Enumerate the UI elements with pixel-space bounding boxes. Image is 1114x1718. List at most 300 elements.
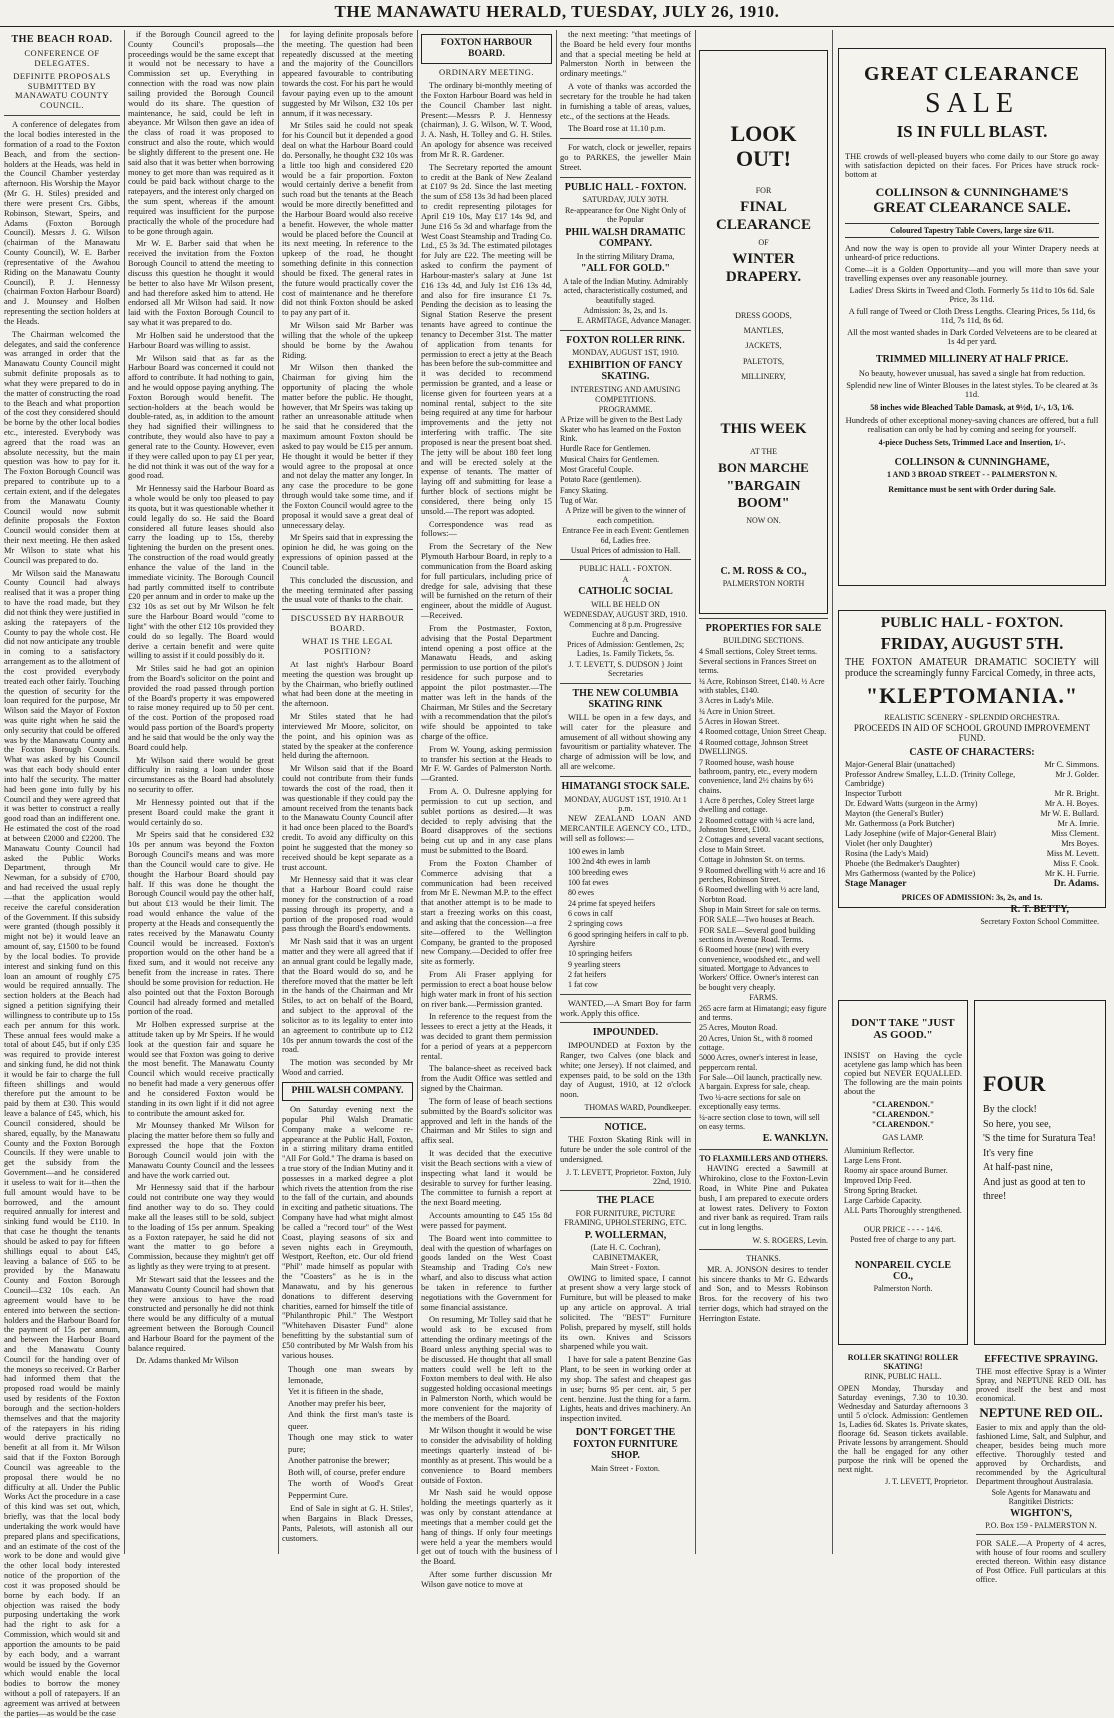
lamp-features xyxy=(844,1146,962,1215)
list-item: MANTLES, xyxy=(743,325,784,335)
column-beach-road-harbour xyxy=(282,30,413,1554)
ad-line: Sole Agents for Manawatu and Rangitikei Districts: xyxy=(991,1488,1091,1506)
list-item: FOR SALE—Several good building sections in Avenue Road. Terms. xyxy=(699,925,816,945)
paragraph: Come—it is a Golden Opportunity—and you will more than save your travelling expenses over any reasonable journey. xyxy=(845,265,1099,283)
paragraph: At last night's Harbour Board meeting the question was brought up by the Chairman, who briefly outlined what had been done at the meeting in the afternoon. xyxy=(282,659,413,709)
verse xyxy=(983,1103,1097,1205)
cast-row xyxy=(845,799,1099,808)
ad-line: 58 inches wide Bleached Table Damask, at 9½d, 1/-, 1/3, 1/6. xyxy=(870,403,1074,412)
classified-wanted: WANTED,—A Smart Boy for farm work. Apply this office. xyxy=(560,998,691,1018)
list-item: 9 Roomed dwelling with ½ acre and 16 perches, Robinson Street. xyxy=(699,865,826,884)
divider xyxy=(560,1190,691,1191)
verse-line: And think the first man's taste is queer. xyxy=(288,1409,413,1431)
ad-line: Posted free of charge to any part. xyxy=(850,1235,956,1244)
ad-title: FOXTON ROLLER RINK. xyxy=(566,334,685,346)
verse xyxy=(282,1364,413,1502)
paragraph: Mr Hennessy said that it was clear that a Harbour Board could raise money for the construction of a road passing through its property, and a portion of the proposed road would pass through the Board's endowments. xyxy=(282,875,413,934)
ad-line: RINK, PUBLIC HALL. xyxy=(864,1372,942,1381)
paragraph: MR. A. JONSON desires to tender his sincere thanks to Mr G. Edwards and Son, and to Messrs Robinson Bros. for the recovery of his two terrier dogs, which had strayed on the Herrington Estate. xyxy=(699,1264,828,1323)
ad-signature: E. WANKLYN. xyxy=(762,1133,828,1145)
divider xyxy=(699,1149,828,1150)
programme-list xyxy=(560,415,691,505)
paragraph: Splendid new line of Winter Blouses in the latest styles. To be cleared at 3s 11d. xyxy=(846,381,1098,399)
paragraph: Accounts amounting to £45 15s 8d were passed for payment. xyxy=(421,1211,552,1230)
list-item: 4 Roomed cottage, Johnson Street DWELLINGS. xyxy=(699,737,809,757)
ad-line: Usual Prices of admission to Hall. xyxy=(570,545,681,555)
paragraph: Mr Hennessy pointed out that if the present Board could make the grant it would certainly do so. xyxy=(128,797,274,827)
cast-row xyxy=(845,809,1099,818)
paragraph: It was decided that the executive visit the Beach sections with a view of inspecting what land it would be desirable to survey for further leasing. The committee to furnish a report at the next Board meeting. xyxy=(421,1149,552,1208)
ad-firm: P. WOLLERMAN, xyxy=(584,1229,667,1241)
ad-title: THANKS. xyxy=(746,1254,781,1264)
paragraph: Mr Speirs said that he considered £32 10s per annum was beyond the Foxton Borough Council's means and was more than the Council would care to give. He thought the Harbour Board should pay half. If this was done he thought the Borough Council would pay the other half, but about £13 would be their limit. The road would enhance the value of the property at the Heads and consequently the rates received by the Manawatu County Council would be increased. Foxton's proportion would on the other hand be a fixed sum, and it would not receive any benefit from the increase in rates. There should be some provision for reduction. He also pointed out that the Foxton Borough Council had already formed and metalled portion of the road. xyxy=(128,830,274,1017)
list-item: A Prize will be given to the Best Lady Skater who has learned on the Foxton Rink. xyxy=(560,415,683,443)
ad-signature: J. T. LEVETT, Proprietor. Foxton, July 22nd, 1910. xyxy=(566,1167,691,1187)
paragraph: Mr Holben said he understood that the Harbour Board was willing to assist. xyxy=(128,330,274,350)
divider xyxy=(560,683,691,684)
verse-line: It's very fine xyxy=(983,1147,1034,1159)
ad-catholic-social xyxy=(560,564,691,678)
ad-headline: NEPTUNE RED OIL. xyxy=(979,1405,1103,1420)
ad-headline: IS IN FULL BLAST. xyxy=(896,122,1048,141)
ad-line: GAS LAMP. xyxy=(882,1133,924,1142)
verse-line: Both will, of course, prefer endure xyxy=(288,1466,406,1477)
ad-firm: COLLINSON & CUNNINGHAME, xyxy=(894,457,1050,468)
masthead: THE MANAWATU HERALD, TUESDAY, JULY 26, 1910. xyxy=(0,0,1114,27)
ad-line: Commencing at 8 p.m. Progressive Euchre and Dancing. xyxy=(569,620,682,639)
verse-line: Though one man swears by lemonade, xyxy=(288,1363,413,1386)
list-item: 20 Acres, Union St., with 8 roomed cottage. xyxy=(699,1033,813,1052)
list-item: Cottage in Johnston St. on terms. xyxy=(699,855,805,865)
list-item: 7 Roomed house, wash house bathroom, pantry, etc., every modern convenience, land 2½ chains by 6½ chains. xyxy=(699,757,818,795)
ad-title: HIMATANGI STOCK SALE. xyxy=(561,780,690,792)
list-item: 4 Roomed cottage, Union Street Cheap. xyxy=(699,727,827,737)
list-item: Several sections in Frances Street on terms. xyxy=(699,656,817,676)
ad-line: A Prize will be given to the winner of each competition. xyxy=(565,506,686,525)
cast-role: Mr. Gathermoss (a Pork Butcher) xyxy=(845,819,955,828)
ad-firm: C. M. ROSS & CO., xyxy=(720,565,807,577)
list-item: 1 fat cow xyxy=(568,980,598,990)
ad-thanks xyxy=(699,1254,828,1323)
cast-actor: Mrs Boyes. xyxy=(1061,839,1099,848)
list-item: 4 Small sections, Coley Street terms. xyxy=(699,646,817,656)
ad-line: Secretary Foxton School Committee. xyxy=(980,917,1099,926)
paragraph: Mr Stewart said that the lessees and the Manawatu County Council had shown that they were anxious to have the road constructed and personally he did not think there would be any difficulty of a mutual agreement between the Borough Council and Harbour Board for the payment of the balance required. xyxy=(128,1274,274,1353)
list-item: 6 Roomed dwelling with ½ acre land, Norbton Road. xyxy=(699,885,820,904)
ad-firm: COLLINSON & CUNNINGHAME'S xyxy=(875,185,1069,199)
ad-title: PUBLIC HALL - FOXTON. xyxy=(564,181,687,193)
list-item: 1 Acre 8 perches, Coley Street large dwelling and cottage. xyxy=(699,796,815,815)
cast-role: Inspector Turbott xyxy=(845,789,902,798)
article-heading: FOXTON HARBOUR BOARD. xyxy=(421,34,552,64)
ad-line: Coloured Tapestry Table Covers, large size 6/11. xyxy=(845,223,1099,238)
paragraph: Mr Mounsey thanked Mr Wilson for placing the matter before them so fully and expressed the hope that the Foxton Borough Council would join with the Manawatu County Council and the lessees and have the work carried out. xyxy=(128,1121,274,1180)
cast-actor: Mr A. Imrie. xyxy=(1057,819,1099,828)
divider xyxy=(560,776,691,777)
ad-firm: WIGHTON'S, xyxy=(1010,1508,1072,1519)
paragraph: On resuming, Mr Tolley said that he would ask to be excused from attending the ordinary meetings of the Board unless anything special was to be discussed. He thought that all small matters could well be left to the Foxton members to deal with. He also suggested holding occasional meetings in Palmerston North, which would be more convenient for the majority of the members of the Board. xyxy=(421,1315,552,1423)
list-item: Fancy Skating. xyxy=(560,485,608,495)
paragraph: From Ali Fraser applying for permission to erect a boat house below high water mark in front of his section on river bank.—Permission granted. xyxy=(421,970,552,1009)
ad-line: 4-piece Duchess Sets, Trimmed Lace and Insertion, 1/-. xyxy=(878,438,1066,447)
paragraph: A full range of Tweed or Cloth Dress Lengths. Clearing Prices, 5s 11d, 6s 11d, 7s 11d, 8s 6d. xyxy=(848,307,1096,325)
ad-line: PALMERSTON NORTH xyxy=(722,579,805,589)
cast-actor: Mr A. H. Boyes. xyxy=(1044,799,1099,808)
list-item: Large Carbide Capacity. xyxy=(844,1196,922,1205)
divider xyxy=(699,1249,828,1250)
column-rule xyxy=(556,30,557,1554)
cast-list xyxy=(845,760,1099,889)
paragraph: Mr Nash said he would oppose holding the meetings quarterly as it was only by constant attendance at meetings that a member could get the hang of things. If only four meetings were held a year the members would get out of touch with the business of the Board. xyxy=(421,1488,552,1567)
ad-play: "ALL FOR GOLD." xyxy=(580,263,671,275)
ad-date: SATURDAY, JULY 30TH. xyxy=(582,195,669,205)
list-item: ¼ Acre, Robinson Street, £140. ½ Acre with stables, £140. xyxy=(699,676,825,696)
list-item: ¼ Acre in Union Street. xyxy=(699,706,775,716)
verse-line: Another may prefer his beer, xyxy=(288,1397,386,1408)
ad-signature: W. S. ROGERS, Levin. xyxy=(752,1236,828,1246)
verse-line: At half-past nine, xyxy=(983,1162,1053,1173)
ad-signature: E. ARMITAGE, Advance Manager. xyxy=(577,316,691,326)
divider xyxy=(560,177,691,178)
list-item: FOR SALE—Two houses at Beach. xyxy=(699,915,815,925)
paragraph: Mr W. E. Barber said that when he received the invitation from the Foxton Borough Council to attend the meeting to discuss this question he thought it would be better to also have Mr Wilson present, and had therefore asked him to attend. He endorsed all Mr Wilson had said. It now laid with the Foxton Borough Council to say what it was prepared to do. xyxy=(128,239,274,328)
paragraph: Mr Speirs said that in expressing the opinion he did, he was going on the expressions of opinion passed at the Council table. xyxy=(282,533,413,572)
cast-actor: Mr J. Golder. xyxy=(1055,770,1099,779)
list-item: 6 cows in calf xyxy=(568,908,613,918)
ad-flaxmillers xyxy=(699,1154,828,1246)
paragraph: Mr Hennessy said that if the harbour could not contribute one way they would find another way to do so. They could make all the leases still to be sold, subject to the loading of 15s per annum. Speaking as a Foxton ratepayer, he said he did not want the matter to go before a Commission, because they mightn't get off as lightly as they were trying to at present. xyxy=(128,1183,274,1272)
ad-firm: NONPAREIL CYCLE CO., xyxy=(854,1260,952,1282)
paragraph: for laying definite proposals before the meeting. The question had been repeatedly discussed at the meeting and the majority of the Councillors appeared favourable to contributing towards the cost. For his part he would favour paying even up to the amount suggested by Mr Wilson, £32 10s per annum, if it was necessary. xyxy=(282,30,413,118)
ad-headline: BON MARCHE xyxy=(718,460,809,476)
divider xyxy=(699,618,828,619)
column-rule xyxy=(695,30,696,1554)
list-item: 80 ewes xyxy=(568,888,594,898)
ad-line: WILL BE HELD ON xyxy=(591,599,660,609)
ad-title: DON'T FORGET THE FOXTON FURNITURE SHOP. xyxy=(573,1426,678,1462)
list-item: Hurdle Race for Gentlemen. xyxy=(560,444,651,454)
ad-neptune-red-oil xyxy=(976,1352,1106,1584)
ad-line: PRICES OF ADMISSION: 3s, 2s, and 1s. xyxy=(901,893,1043,902)
paragraph: The Secretary reported the amount to credit at the Bank of New Zealand at £107 9s 2d. Since the last meeting the sum of £58 13s 3d had been placed to credit representing pilotages for April £19 10s, May £17 14s 9d, and June £16 5s 3d and wharfage from the West Coast Steamship and Trading Co. Ltd., £5 3s 3d. The estimated pilotages for July are £22. The meeting will be asked to confirm the payment of Harbour-master's salary at June 1st £16 13s 4d, and July 1st £16 13s 4d, and also for fire insurance £1 7s. Pending the decision as to leasing the Signal Station Reserve the present tenants have agreed to continue the tenancy to December 31st. The matter of application from tenants for permission to erect a jetty at the Beach has been before the sub-committee and it was decided to recommend permission be granted, and a lease or license given for fourteen years at a nominal rental, subject to the site being required at any time for harbour improvements and the jetty not interfering with traffic. The site proposed is near the present boat shed. The jetty will be about 180 feet long and will be erected solely at the expense of tenants. The matter of laying off and submitting for lease a further block of sections might be considered, there being only 15 unsold.—The report was adopted. xyxy=(421,162,553,516)
article-subheading: ORDINARY MEETING. xyxy=(438,67,535,78)
list-item: Musical Chairs for Gentlemen. xyxy=(560,454,660,464)
cast-role: Mrs Gathermoss (wanted by the Police) xyxy=(845,869,976,878)
paragraph: Easier to mix and apply than the old-fashioned Lime, Salt, and Sulphur, and cheaper, besides being much more effective. Thoroughly tested and approved by Orchardists, and recommended by the Agricultural Department throughout Australasia. xyxy=(976,1423,1106,1486)
paragraph: The form of lease of beach sections submitted by the Board's solicitor was approved and left in the hands of the Chairman and Mr Stiles to sign and affix seal. xyxy=(421,1096,552,1146)
paragraph: HAVING erected a Sawmill at Whirokino, close to the Foxton-Levin Road, in White Pine and Pukatea bush, I am prepared to execute orders at lowest rates. Delivery to Foxton and river bank as required. Tram rails cut in long lengths. xyxy=(699,1164,828,1233)
ad-clarendon-lamp xyxy=(838,1000,968,1345)
ad-line: A xyxy=(622,574,629,584)
ad-line: Prices of Admission: Gentlemen, 2s; Ladies, 1s. Family Tickets, 5s. xyxy=(566,640,685,659)
cast-role: Professor Andrew Smalley, L.L.D. (Trinity College, Cambridge) xyxy=(845,770,1016,788)
list-item: Shop in Main Street for sale on terms. xyxy=(699,904,821,914)
verse-line: And just as good at ten to three! xyxy=(983,1176,1086,1202)
paragraph: Mr Stiles said he had got an opinion from the Board's solicitor on the point and provided the road passed through portion of the Board's property it was empowered to raise money required up to 50 per cent. of the cost. Portion of the proposed road would pass portion of the Board's property and he said that would be the only way the Board could help. xyxy=(128,664,274,752)
paragraph: The Chairman welcomed the delegates, and said the conference was arranged in order that the Manawatu County Council might submit definite proposals as to what they were prepared to do in the matter of constructing the road to the Beach and what proportion of the cost they considered should be borne by the other local bodies etc., interested. Everybody was agreed that the road was an absolute necessity, but the main question was how to pay for it. The Foxton Borough Council was prepared to contribute up to a certain extent, and if the delegates from the Manawatu County Council would now submit definite proposals the Foxton Council would consider them at their next meeting. He then asked Mr Wilson to state what his Council was prepared to do. xyxy=(4,329,120,565)
divider xyxy=(560,330,691,331)
ad-title: PUBLIC HALL - FOXTON. xyxy=(880,615,1064,631)
list-item: Tug of War. xyxy=(560,496,598,506)
cast-role: Major-General Blair (unattached) xyxy=(845,760,955,769)
list-item: Strong Spring Bracket. xyxy=(844,1186,918,1195)
paragraph: INSIST on Having the cycle acetylene gas lamp which has been copied but NEVER EQUALLED. The following are the main points about the xyxy=(844,1051,962,1096)
column-harbour-board xyxy=(421,30,553,1589)
paragraph: The ordinary bi-monthly meeting of the Foxton Harbour Board was held in the Council Chamber last night. Present:—Messrs P. J. Hennessy (chairman), J. G. Wilson, W. T. Wood, J. A. Nash, H. Tolley and G. H. Stiles. An apology for absence was received from Mr R. R. Gardener. xyxy=(421,81,552,159)
paragraph: Mr Wilson said Mr Barber was willing that the whole of the upkeep should be borne by the Awahou Riding. xyxy=(282,321,413,360)
list-item: 100 ewes in lamb xyxy=(568,846,625,856)
list-item: 100 fat ewes xyxy=(568,877,609,887)
list-item: 24 prime fat speyed heifers xyxy=(568,898,656,908)
divider xyxy=(560,559,691,560)
paragraph: Mr Stiles stated that he had interviewed Mr Moore, solicitor, on the point, and his opinion was as stated by the speaker at the conference held during the afternoon. xyxy=(282,712,413,761)
ad-properties xyxy=(699,623,828,1145)
paragraph: Hundreds of other exceptional money-saving chances are offered, but a full realisation can only be had by coming and seeing for yourself. xyxy=(845,416,1099,434)
verse-line: 'S the time for Suratura Tea! xyxy=(983,1133,1096,1144)
paragraph: Mr Wilson said the Manawatu County Council had always realised that it was a proper thing to have the road made, but they did not think they were justified in asking the ratepayers of the County to pay the whole cost. He did not now anticipate any trouble in coming to a satisfactory arrangement as to the allotment of the cost provided everybody treated each other fairly. Touching the question of security for the loan required for the purpose, Mr Wilson said the Mayor of Foxton was quite right when he said the only security that could be offered was by the Manawatu County and the Foxton Borough Councils. What was asked by his Council was that each body should enter into half the security. The matter had been gone into fully by his Council and they were agreed that it was better to construct a really good road than an indifferent one. He estimated the cost of the road at between £2000 and £2200. The Manawatu County Council had asked the Public Works Department, through Mr Newman, for a subsidy of £700, and had received the usual reply—that the application would receive the careful consideration of the Government. If this subsidy were granted (though possibly it might not be) it would leave an amount of, say, £1500 to be found by the local bodies. To provide interest and sinking fund on this loan an amount of roughly £75 would be required annually. The section holders at the Beach had signed a petition signifying their willingness to contribute up to 15s each per annum for this work. These annual fees would make a total of about £45, but if only £35 was required to provide interest and sinking fund, he did not think it would be fair to charge the full fifteen shillings and would therefore put the amount to be paid by them at £30. This would leave a balance of £45, which, his Council considered, should be shared, equally, by the Manawatu County and the Foxton Borough Councils. If they were unable to get the subsidy from the Government—and he considered it useless to wait for it—then the full amount would have to be borrowed, and the amount required annually for interest and sinking fund would be £110. In that case he thought the tenants should be asked to pay for fifteen shillings equal to about £45, leaving a balance of £65 to be provided by the Manawatu County and Foxton Borough Council—£32 10s each. An agreement would have to be entered into between the section-holders and the Harbour Board for the payment of 15s per annum, and between the Harbour Board and the Manawatu County Council for the handing over of the moneys so received. Cr Barber had informed them that the proposed road would be mainly used by residents of the Foxton borough and the section-holders themselves and that the majority of the ratepayers in his riding would derive practically no benefit at all from it. Mr Wilson said that if the Foxton Borough Council was agreeable to the proposal there would be no difficulty at all. Under the Public Works Act the procedure in a case of this kind was set out, which, briefly, was that the local body undertaking the work would have prepared plans and specifications, and an estimate of the cost of the work to be done and would give the other local body interested notice of the proportion of the cost it was proposed should be borne by each body. If an objection was raised the body purposing undertaking the work had the right to ask for a Commission, which would sit and apportion the amounts to be paid by each body, and a warrant would be issued by the Governor which would enable the local bodies to borrow the money without a poll of ratepayers. If an agreement was arrived at between the parties—as would be the case xyxy=(4,568,120,1718)
cast-row xyxy=(845,789,1099,798)
ad-title: PUBLIC HALL - FOXTON. xyxy=(579,564,672,574)
ad-line: P.O. Box 159 - PALMERSTON N. xyxy=(985,1521,1097,1530)
cast-actor: Miss F. Cook. xyxy=(1053,859,1099,868)
paragraph: This concluded the discussion, and the meeting terminated after passing the usual vote of thanks to the chair. xyxy=(282,575,413,605)
list-item: 100 breeding ewes xyxy=(568,867,628,877)
ad-signature: J. T. LEVETT, Proprietor. xyxy=(885,1477,968,1486)
paragraph: Ladies' Dress Skirts in Tweed and Cloth. Formerly 5s 11d to 10s 6d. Sale Price, 3s 11d. xyxy=(849,286,1095,304)
verse-line: By the clock! xyxy=(983,1104,1037,1115)
stock-list xyxy=(560,847,691,990)
ad-line: 1 AND 3 BROAD STREET - - PALMERSTON N. xyxy=(886,470,1058,479)
paragraph: End of Sale in sight at G. H. Stiles', when Bargains in Black Dresses, Pants, Paletots, will astonish all our customers. xyxy=(282,1504,413,1543)
divider xyxy=(976,1534,1106,1535)
ad-signature: J. T. LEVETT, S. DUDSON } Joint Secretaries xyxy=(568,659,683,679)
ad-line: In the stirring Military Drama, xyxy=(576,251,675,261)
paragraph: Correspondence was read as follows:— xyxy=(421,519,552,539)
paragraph: The motion was seconded by Mr Wood and carried. xyxy=(282,1058,413,1078)
list-item: FARMS. xyxy=(749,993,778,1003)
paragraph: the next meeting: "that meetings of the Board be held every four months and that a special meeting be held at Palmerston North in between the ordinary meetings." xyxy=(560,30,691,79)
list-item: JACKETS, xyxy=(745,341,782,351)
ad-line: "CLARENDON." xyxy=(871,1110,935,1119)
ad-impounded xyxy=(560,1027,691,1112)
verse-line: Another patronise the brewer; xyxy=(288,1455,390,1466)
cast-role: Mayton (the General's Butler) xyxy=(845,809,944,818)
paragraph: Mr Wilson thought it would be wise to consider the advisability of holding meetings quarterly instead of bi-monthly as at present. This would be a convenience to Board members outside of Foxton. xyxy=(421,1426,552,1485)
ad-line: Re-appearance for One Night Only of the Popular xyxy=(564,205,687,225)
paragraph: The Board rose at 11.10 p.m. xyxy=(568,124,666,134)
ad-line: "CLARENDON." xyxy=(871,1100,935,1109)
cast-actor: Mr C. Simmons. xyxy=(1044,760,1099,769)
paragraph: OPEN Monday, Thursday and Saturday evenings, 7.30 to 10.30. Wednesday and Saturday afternoons 3 until 5 o'clock. Admission: Gentlemen 1s, Ladies 6d. Skates 1s. Private skates, floorage 6d. Season tickets available. Private lessons by arrangement. Should the hall be engaged for any other purpose the rink will be opened the next night. xyxy=(838,1384,968,1474)
ad-line: (Late H. C. Cochran), CABINETMAKER, xyxy=(590,1243,661,1262)
ad-title: EFFECTIVE SPRAYING. xyxy=(984,1354,1098,1365)
ad-line: AT THE xyxy=(749,446,778,456)
divider xyxy=(560,1117,691,1118)
ad-clearance-sale xyxy=(838,48,1106,586)
cast-actor: Mr W. E. Bullard. xyxy=(1040,809,1099,818)
paragraph: Mr Wilson said that as far as the Harbour Board was concerned it could not afford to contribute. It had nothing to gain, and he would oppose paying anything. The Foxton Borough would benefit. The section-holders at the beach would be double-rated, as, in addition to the amount they had signified their willingness to contribute, they would also have to pay a general rate to the County. However, even if they were called upon to pay £1 per year, he did not think it was out of the way for a good road. xyxy=(128,353,274,481)
verse-line: Though one may stick to water pure; xyxy=(288,1432,413,1454)
ad-headline: THIS WEEK xyxy=(720,421,807,438)
cast-actor: Miss M. Levett. xyxy=(1046,849,1099,858)
list-item: For Sale—Oil launch, practically new. A bargain. Express for sale, cheap. xyxy=(699,1073,822,1092)
list-item: Large Lens Front. xyxy=(844,1156,902,1165)
list-item: 5000 Acres, owner's interest in lease, peppercorn rental. xyxy=(699,1053,818,1072)
ad-line: A tale of the Indian Mutiny. Admirably acted, characteristically costumed, and beautifully staged. xyxy=(562,276,688,305)
paragraph: I have for sale a patent Benzine Gas Plant, to be seen in working order at my shop. The safest and cheapest gas in use; burns 95 per cent. air, 5 per cent. benzine. Just the thing for a farm. Lights, heats and drives machinery. An inspection invited. xyxy=(560,1355,691,1424)
paragraph: NEW ZEALAND LOAN AND MERCANTILE AGENCY CO., LTD., will sell as follows:— xyxy=(560,814,691,843)
list-item: 5 Acres in Howan Street. xyxy=(699,717,780,727)
ad-columbia-rink xyxy=(560,688,691,772)
ad-headline: TRIMMED MILLINERY AT HALF PRICE. xyxy=(875,354,1069,365)
paragraph: A conference of delegates from the local bodies interested in the formation of a road to the Foxton Beach, and from the section-holders at the Heads, was held in the Council Chamber yesterday afternoon. His Worship the Mayor (Mr G. H. Stiles) presided and there were present Crs. Gibbs, Robinson, Stewart, Speirs, and Adams (Foxton Borough Council). Messrs J. G. Wilson (chairman of the Manawatu County Council), W. E. Barber (representative of the Awahou Riding on the Manawatu County Council), P. J. Hennessy (chairman Foxton Harbour Board) and J. Mounsey and Holben representing the section holders at the Heads. xyxy=(4,120,120,326)
paragraph: In reference to the request from the lessees to erect a jetty at the Heads, it was decided to grant them permission for a period of years at a peppercorn rental. xyxy=(421,1012,552,1061)
list-item: Two ¼-acre sections for sale on exceptionally easy terms. xyxy=(699,1092,801,1112)
article-subheading: CONFERENCE OF DELEGATES. xyxy=(24,47,100,68)
list-item: Most Graceful Couple. xyxy=(560,465,634,475)
list-item: MILLINERY, xyxy=(741,371,786,381)
classified-for-sale: FOR SALE.—A Property of 4 acres, with house of four rooms and scullery erected thereon. Within easy distance of Post Office. Full particulars at this office. xyxy=(976,1539,1106,1584)
divider xyxy=(560,138,691,139)
divider xyxy=(560,1022,691,1023)
ad-signature: THOMAS WARD, Poundkeeper. xyxy=(584,1103,691,1113)
cast-heading: CASTE OF CHARACTERS: xyxy=(909,747,1035,758)
paragraph: From the Foxton Chamber of Commerce advising that a communication had been received from Mr E. Newman M.P. to the effect that another attempt is to be made to start a freezing works on this coast, and asking that the concession—a free site—offered to the Wellington Company, be granted to the proposed new Company.—Decided to offer free site as formerly. xyxy=(421,858,552,967)
list-item: Roomy air space around Burner. xyxy=(844,1166,948,1175)
ad-headline: FOUR xyxy=(983,1071,1046,1096)
column-notices xyxy=(560,30,691,1554)
column-beach-road-continued xyxy=(128,30,274,1554)
ad-line: PROCEEDS IN AID OF SCHOOL GROUND IMPROVEMENT FUND. xyxy=(853,723,1091,743)
ad-headline: DON'T TAKE "JUST AS GOOD." xyxy=(851,1017,955,1041)
cast-row xyxy=(845,859,1099,868)
cast-role: Stage Manager xyxy=(845,879,907,889)
verse-line: The worth of Wood's Great Peppermint Cure. xyxy=(288,1478,413,1500)
paragraph: Mr Stiles said he could not speak for his Council but it depended a good deal on what the Harbour Board could do. Personally, he thought £32 10s was a little too high and considered £20 would be a fair proportion. Foxton would certainly derive a benefit from such road but the tenants at the Beach would be more directly benefitted and the Harbour Board would also receive a benefit. However, the whole matter would be placed before the Council at its next meeting. In reference to the upkeep of the road, he thought something definite in this connection should be fixed. The general rates in the future would practically cover the cost of maintenance and he therefore did not think Foxton should be asked to pay any part of it. xyxy=(282,121,413,318)
paragraph: After some further discussion Mr Wilson gave notice to move at xyxy=(421,1570,552,1589)
paragraph: On Saturday evening next the popular Phil Walsh Dramatic Company make a welcome re-appearance at the Public Hall, Foxton, in a stirring military drama entitled "All For Gold." The drama is based on a true story of the Indian Mutiny and it possesses in a marked degree a plot which rivets the attention from the rise to the fall of the curtain, and abounds in exciting and pathetic situations. The Company have had what might almost be called a "record tour" of the West Coast, playing seasons of six and seven nights each in Greymouth, Westport, Reefton, etc. Our old friend "Phil" made himself as popular with the "Coasters" as he is in the Manawatu, and by his generous donations to different deserving charities, earned for himself the title of "Philanthropic Phil." The Westport "Whitehaven Disaster Fund" alone benefitting by the substantial sum of £50 contributed by Mr Walsh from his various houses. xyxy=(282,1105,413,1360)
cast-row xyxy=(845,760,1099,769)
paragraph: IMPOUNDED at Foxton by the Ranger, two Calves (one black and white; one Jersey). If not claimed, and expenses paid, to be sold on the 13th day of August, 1910, at 12 o'clock noon. xyxy=(560,1041,691,1100)
paragraph: For watch, clock or jeweller, repairs go to PARKES, the jeweller Main Street. xyxy=(560,143,691,172)
list-item: PALETOTS, xyxy=(742,356,785,366)
ad-line: "CLARENDON." xyxy=(871,1120,935,1129)
ad-date: FRIDAY, AUGUST 5TH. xyxy=(880,634,1064,653)
cast-actor: Dr. Adams. xyxy=(1053,879,1099,889)
paragraph: Mr Holben expressed surprise at the attitude taken up by Mr Speirs. If he would look at the question fair and square he would see that Foxton was going to derive the most benefit. The Manawatu County Council which would receive practically no benefit had made a very generous offer and he considered Foxton would be standing in its own light if it did not agree to contribute the amount asked for. xyxy=(128,1020,274,1118)
ad-headline: FINAL CLEARANCE xyxy=(715,198,811,233)
list-item: DRESS GOODS, xyxy=(735,310,792,320)
list-item: 6 Roomed house (new) with every convenience, woodshed etc., and well situated. Mortgage to Advances to Workers' Office. Owner's interest can be bought very cheaply. xyxy=(699,945,821,992)
cast-row xyxy=(845,819,1099,828)
list-item: 9 yearling steers xyxy=(568,959,621,969)
list-item: 10 springing heifers xyxy=(568,949,632,959)
cast-row xyxy=(845,829,1099,838)
column-beach-road xyxy=(4,30,120,1718)
paragraph: From the Postmaster, Foxton, advising that the Postal Department intend opening a post office at the Manawatu Heads, and asking permission to use portion of the pilot's residence for such purpose and to appoint the pilot postmaster.—The matter was left in the hands of the Chairman, Mr Stiles and the Secretary with a recommendation that the pilot's wife should be appointed to take charge of the office. xyxy=(421,623,552,741)
paragraph: THE Foxton Skating Rink will in future be under the sole control of the undersigned. xyxy=(560,1135,691,1164)
cast-actor: Miss Clement. xyxy=(1051,829,1099,838)
paragraph: THE most effective Spray is a Winter Spray, and NEPTUNE RED OIL has proved itself the best and most economical. xyxy=(976,1367,1106,1403)
article-heading: PHIL WALSH COMPANY. xyxy=(282,1082,413,1101)
ad-event: EXHIBITION OF FANCY SKATING. xyxy=(568,359,683,383)
ad-suratura-tea xyxy=(974,1000,1106,1345)
ad-stock-sale xyxy=(560,781,691,990)
list-item: 25 Acres, Mouton Road. xyxy=(699,1023,778,1033)
ad-title: THE NEW COLUMBIA SKATING RINK xyxy=(572,687,679,711)
column-drapery-properties xyxy=(699,30,828,1554)
ad-line: BUILDING SECTIONS. xyxy=(723,636,804,646)
paragraph: THE FOXTON AMATEUR DRAMATIC SOCIETY will produce the screamingly funny Farcical Comedy, in three acts, xyxy=(845,657,1099,679)
ad-date: WEDNESDAY, AUGUST 3RD, 1910. xyxy=(563,610,688,620)
paragraph: Mr Wilson said that if the Board could not contribute from their funds towards the cost of the road, then it was questionable if they could pay the amount received from the tenants back to the Manawatu County Council after it had once been placed to the Board's credit. To avoid any difficulty on this point he suggested that the money so received should be kept separate as a trust account. xyxy=(282,764,413,872)
paragraph: OWING to limited space, I cannot at present show a very large stock of Furniture, but will be pleased to make up any article on approval. A trial solicited. The "BEST" Furniture Polish, prepared by myself, still holds its own. Knives and Scissors sharpened while you wait. xyxy=(560,1273,691,1352)
list-item: ALL Parts Thoroughly strengthened. xyxy=(844,1206,962,1215)
ad-title: ROLLER SKATING! ROLLER SKATING! xyxy=(847,1353,959,1371)
list-item: 2 Cottages and several vacant sections, close to Main Street. xyxy=(699,835,824,854)
paragraph: From A. O. Dulresne applying for permission to cut up section, and sublet portions as desired.—It was decided to reply advising that the Board disapproves of the sections being cut up and in any case plans must be submitted to the Board. xyxy=(421,787,552,856)
verse-line: So here, you see, xyxy=(983,1118,1052,1130)
ad-roller-rink xyxy=(560,335,691,556)
list-item: 6 good springing heifers in calf to pb. Ayrshire xyxy=(568,929,689,949)
ad-company: PHIL WALSH DRAMATIC COMPANY. xyxy=(565,226,686,250)
ad-line: Entrance Fee in each Event: Gentlemen 6d, Ladies free. xyxy=(562,526,689,545)
list-item: 265 acre farm at Himatangi; easy figure and terms. xyxy=(699,1003,827,1022)
cast-row xyxy=(845,869,1099,878)
verse-line: Yet it is fifteen in the shade, xyxy=(288,1386,384,1397)
list-item: Potato Race (gentlemen). xyxy=(560,475,642,485)
paragraph: THE crowds of well-pleased buyers who come daily to our Store go away with satisfaction depicted on their faces. For Prices have struck rock-bottom at xyxy=(845,152,1099,179)
ad-headline: "BARGAIN BOOM" xyxy=(726,479,801,511)
drapery-list xyxy=(704,311,823,382)
cast-role: Violet (her only Daughter) xyxy=(845,839,933,848)
list-item: ¼-acre section close to town, will sell on easy terms. xyxy=(699,1112,820,1131)
column-rule xyxy=(417,30,418,1554)
list-item: 2 springing cows xyxy=(568,919,623,929)
ad-line: Palmerston North. xyxy=(873,1284,933,1293)
article-heading: DISCUSSED BY HARBOUR BOARD. xyxy=(290,613,405,634)
paragraph: The balance-sheet as received back from the Audit Office was settled and signed by the Chairman. xyxy=(421,1064,552,1094)
ad-headline: "KLEPTOMANIA." xyxy=(865,683,1079,708)
ad-line: FOR xyxy=(755,185,772,195)
cast-role: Dr. Edward Watts (surgeon in the Army) xyxy=(845,799,978,808)
ad-line: NOW ON. xyxy=(746,516,781,526)
ad-line: REALISTIC SCENERY - SPLENDID ORCHESTRA. xyxy=(884,713,1060,722)
column-rule xyxy=(124,30,125,1554)
divider xyxy=(560,994,691,995)
cast-row xyxy=(845,770,1099,788)
ad-date: MONDAY, AUGUST 1ST, 1910. At 1 p.m. xyxy=(564,794,687,813)
ad-headline: LOOK OUT! xyxy=(730,121,797,172)
ad-line: Main Street - Foxton. xyxy=(591,1464,660,1474)
article-subheading: DEFINITE PROPOSALS SUBMITTED BY MANAWATU COUNTY COUNCIL. xyxy=(13,70,111,111)
list-item: 3 Acres in Lady's Mile. xyxy=(699,696,774,706)
cast-role: Rosina (the Lady's Maid) xyxy=(845,849,929,858)
list-item: Aluminium Reflector. xyxy=(844,1146,915,1155)
cast-actor: Mr K. H. Furrie. xyxy=(1044,869,1099,878)
cast-row xyxy=(845,839,1099,848)
divider xyxy=(282,609,413,610)
paragraph: Mr Hennessy said the Harbour Board as a whole would be only too pleased to pay its quota, but it was questionable whether it could legally do so. He said the Board considered all future leases should also carry the loading up to 15s, thereby lightening the burden on the present ones. The construction of the road would greatly enhance the value of the land in the immediate vicinity. The Borough Council had partly committed itself to contribute £20 per annum and in order to make up the £32 10s as set out by Mr Wilson he felt sure the Harbour Board would "come to light" with the other £12 10s provided they could do so legally. The Board would derive a certain benefit and were quite willing to assist if it could possibly do it. xyxy=(128,484,274,661)
list-item: 100 2nd 4th ewes in lamb xyxy=(568,857,651,867)
ad-line: Admission: 3s, 2s, and 1s. xyxy=(583,306,668,316)
ad-line: Main Street - Foxton. xyxy=(591,1263,660,1273)
ad-title: TO FLAXMILLERS AND OTHERS. xyxy=(699,1153,828,1163)
ad-title: THE PLACE xyxy=(596,1195,655,1207)
cast-row xyxy=(845,849,1099,858)
paragraph: Mr Wilson then thanked the Chairman for giving him the opportunity of placing the whole matter before the public. He thought, however, that Mr Speirs was taking up rather an unreasonable attitude when he said that he considered that the maximum amount Foxton should be asked to pay would be £15 per annum. He thought it would be better if they would agree to the proposal at once and not delay the matter any longer. In any case the procedure to be gone through would take some time, and if the Foxton Council would agree to the proposal it would save a great deal of unnecessary delay. xyxy=(282,363,413,530)
ad-line: Remittance must be sent with Order during Sale. xyxy=(888,485,1056,494)
